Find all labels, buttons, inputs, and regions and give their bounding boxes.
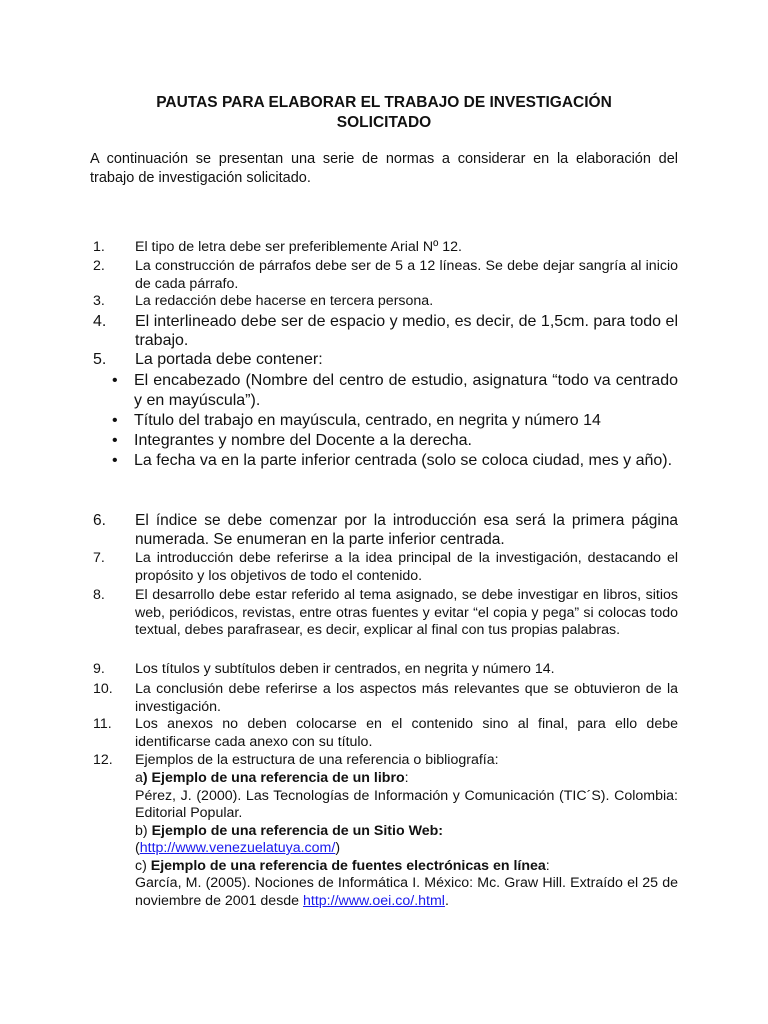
item-text: La portada debe contener: <box>135 351 323 368</box>
item-number: 9. <box>93 661 105 677</box>
venezuelatuya-link[interactable]: http://www.venezuelatuya.com/ <box>139 840 336 856</box>
item-number: 1. <box>93 239 105 255</box>
ref-letter: a <box>135 770 143 786</box>
item-number: 11. <box>93 716 112 732</box>
ref-c-text <box>135 875 678 910</box>
item-text: Los títulos y subtítulos deben ir centrados, en negrita y número 14. <box>135 661 555 677</box>
ref-c-heading <box>135 858 678 876</box>
item-number: 7. <box>93 550 105 566</box>
bullet-text: La fecha va en la parte inferior centrada (solo se coloca ciudad, mes y año). <box>134 452 673 469</box>
item-number: 3. <box>93 293 105 309</box>
item-text: La construcción de párrafos debe ser de 5 a 12 líneas. Se debe dejar sangría al inicio de cada párrafo. <box>135 258 678 292</box>
item-number: 6. <box>93 512 106 529</box>
item-text: La conclusión debe referirse a los aspectos más relevantes que se obtuvieron de la investigación. <box>135 681 678 715</box>
item-text: El desarrollo debe estar referido al tema asignado, se debe investigar en libros, sitios web, periódicos, revistas, entre otras fuentes y evitar “el copia y pega” si colocas todo textual, debes parafrasear, es decir, explicar al final con tus propias palabras. <box>135 587 678 638</box>
title-line-1: PAUTAS PARA ELABORAR EL TRABAJO DE INVESTIGACIÓN <box>156 94 612 111</box>
item-text: Ejemplos de la estructura de una referencia o bibliografía: <box>135 752 499 768</box>
item-text: La redacción debe hacerse en tercera persona. <box>135 293 434 309</box>
paren-open: ( <box>135 840 140 856</box>
item-text: El índice se debe comenzar por la introducción esa será la primera página numerada. Se enumeran en la parte inferior centrada. <box>135 512 678 548</box>
item-text: El tipo de letra debe ser preferiblemente Arial Nº 12. <box>135 239 462 255</box>
oei-link[interactable]: http://www.oei.co/.html <box>303 892 445 909</box>
item-text: Los anexos no deben colocarse en el contenido sino al final, para ello debe identificarse cada anexo con su título. <box>135 716 678 750</box>
ref-heading-text: Ejemplo de una referencia de fuentes electrónicas en línea <box>150 857 546 874</box>
document-title <box>90 93 678 133</box>
ref-c-body: García, M. (2005). Nociones de Informática I. México: Mc. Graw Hill. Extraído el 25 de noviembre de 2001 desde <box>135 875 678 909</box>
references-content <box>135 770 678 910</box>
ref-b-heading <box>135 823 678 841</box>
item-number: 4. <box>93 313 107 330</box>
item-text: La introducción debe referirse a la idea principal de la investigación, destacando el propósito y los objetivos de todo el contenido. <box>135 550 678 584</box>
ref-a-heading <box>135 770 678 788</box>
bullet-marker: • <box>112 452 118 469</box>
bullet-marker: • <box>112 432 118 449</box>
bullet-marker: • <box>112 372 118 389</box>
bullet-text: Integrantes y nombre del Docente a la derecha. <box>134 432 472 449</box>
ref-colon: : <box>545 857 550 874</box>
bullet-text: Título del trabajo en mayúscula, centrado, en negrita y número 14 <box>134 412 601 429</box>
intro-paragraph: A continuación se presentan una serie de normas a considerar en la elaboración del trabajo de investigación solicitado. <box>90 151 678 186</box>
item-number: 2. <box>93 258 105 274</box>
item-number: 10. <box>93 681 113 697</box>
bullet-text: El encabezado (Nombre del centro de estudio, asignatura “todo va centrado y en mayúscula”). <box>134 372 678 409</box>
ref-heading-text: ) Ejemplo de una referencia de un libro <box>142 770 405 786</box>
item-text: El interlineado debe ser de espacio y medio, es decir, de 1,5cm. para todo el trabajo. <box>135 313 678 349</box>
ref-c-period: . <box>444 892 449 909</box>
ref-heading-text: Ejemplo de una referencia de un Sitio Web: <box>151 822 443 839</box>
ref-letter: c) <box>135 857 151 874</box>
ref-letter: b) <box>135 822 152 839</box>
ref-colon: : <box>404 770 409 786</box>
title-line-2: SOLICITADO <box>336 114 432 131</box>
ref-a-text: Pérez, J. (2000). Las Tecnologías de Información y Comunicación (TIC´S). Colombia: Editorial Popular. <box>135 787 678 821</box>
item-number: 5. <box>93 351 107 368</box>
paren-close: ) <box>335 840 341 856</box>
item-number: 8. <box>93 587 105 603</box>
bullet-marker: • <box>112 412 118 429</box>
item-number: 12. <box>93 752 113 768</box>
ref-b-text <box>135 840 678 858</box>
